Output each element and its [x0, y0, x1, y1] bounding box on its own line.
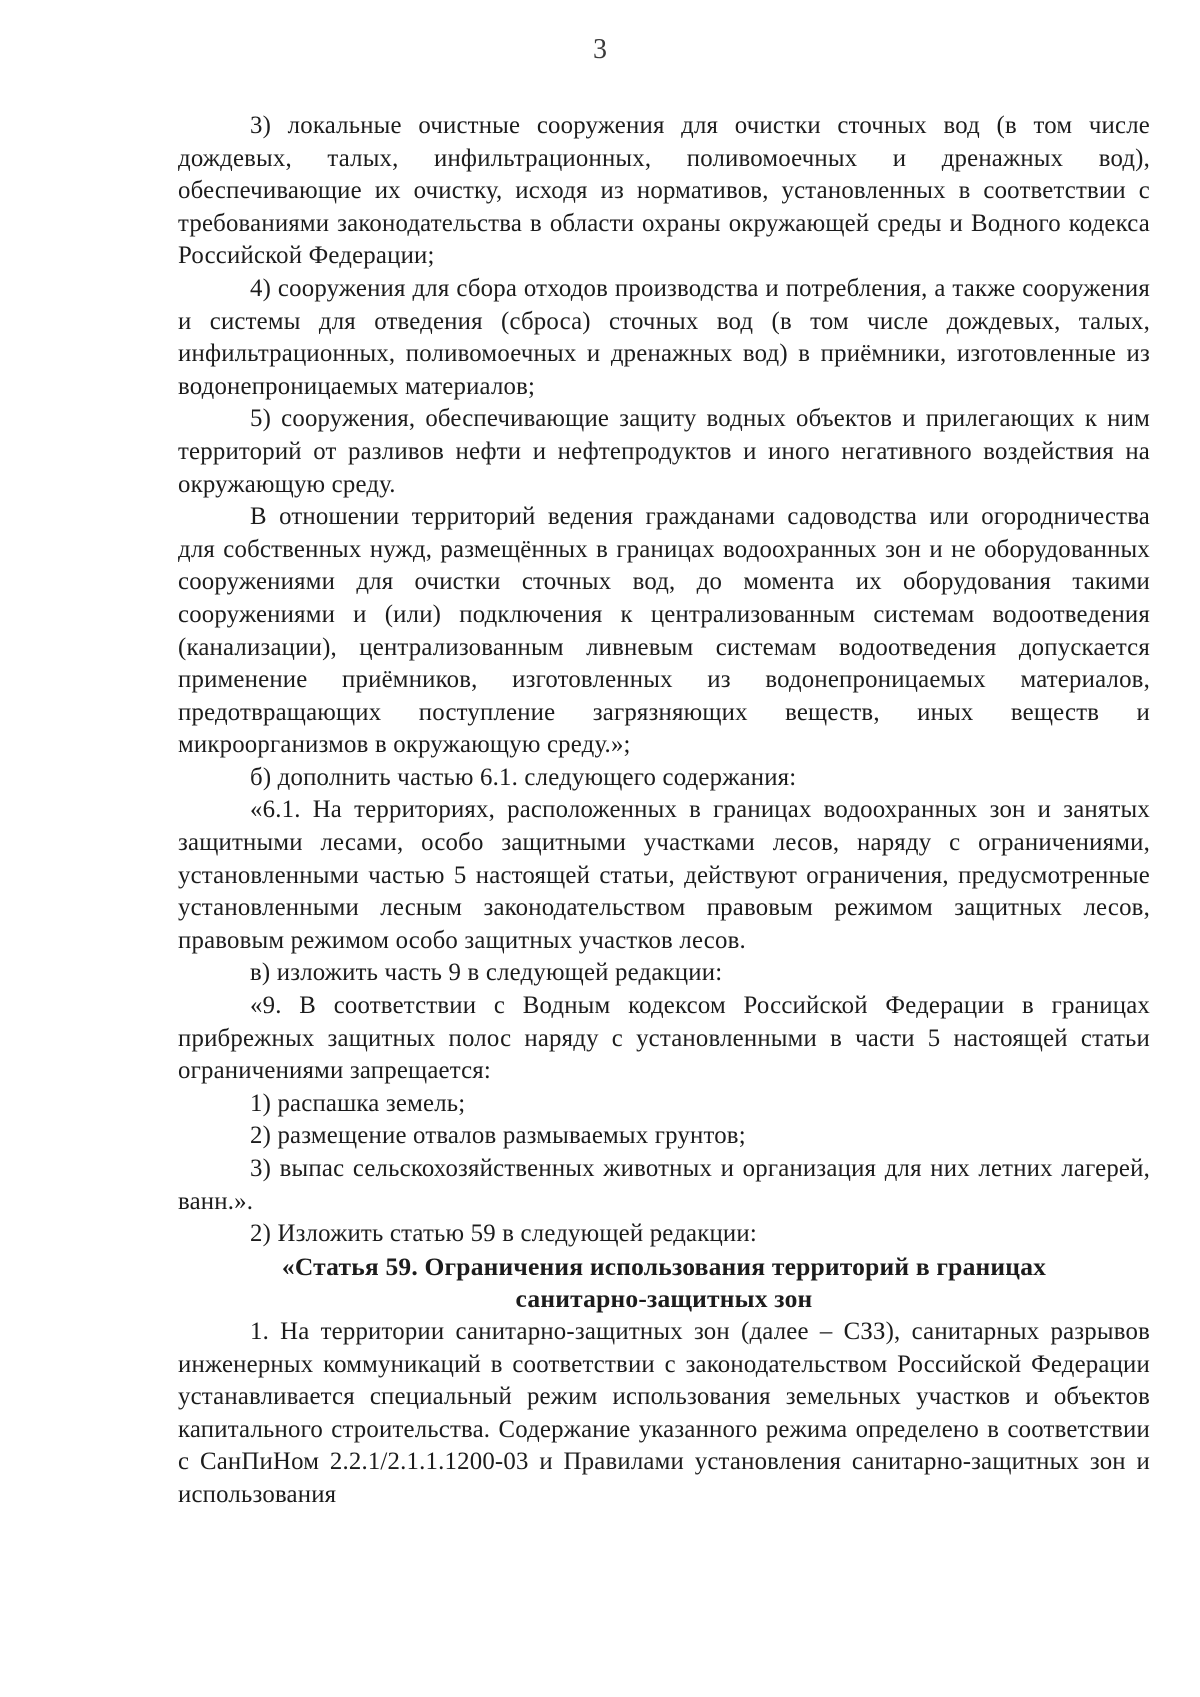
- paragraph-amendment-b: б) дополнить частью 6.1. следующего содержания:: [250, 763, 797, 791]
- paragraph-item-4: 4) сооружения для сбора отходов производства и потребления, а также сооружения и системы для отведения (сброса) сточных вод (в том числе дождевых, талых, инфильтрационных, поливомоечных и дренажных вод) в приёмники, изготовленные из водонепроницаемых материалов;: [178, 274, 1150, 400]
- paragraph-item-5: 5) сооружения, обеспечивающие защиту водных объектов и прилегающих к ним территорий от разливов нефти и нефтепродуктов и иного негативного воздействия на окружающую среду.: [178, 405, 1150, 498]
- paragraph-part-9: «9. В соответствии с Водным кодексом Российской Федерации в границах прибрежных защитных полос наряду с установленными в части 5 настоящей статьи ограничениями запрещается:: [178, 992, 1150, 1085]
- list-item-3: 3) выпас сельскохозяйственных животных и организация для них летних лагерей, ванн.».: [178, 1155, 1150, 1215]
- list-item-2: 2) размещение отвалов размываемых грунтов;: [250, 1122, 746, 1150]
- paragraph-article-59-intro: 2) Изложить статью 59 в следующей редакции:: [250, 1220, 757, 1248]
- document-body: [178, 110, 1150, 1512]
- paragraph-part-6-1: «6.1. На территориях, расположенных в границах водоохранных зон и занятых защитными лесами, особо защитными участками лесов, наряду с ограничениями, установленными частью 5 настоящей статьи, действуют ограничения, предусмотренные установленными лесным законодательством правовым режимом защитных лесов, правовым режимом особо защитных участков лесов.: [178, 796, 1150, 954]
- paragraph-szz-1: 1. На территории санитарно-защитных зон (далее – СЗЗ), санитарных разрывов инженерных коммуникаций в соответствии с законодательством Российской Федерации устанавливается специальный режим использования земельных участков и объектов капитального строительства. Содержание указанного режима определено в соответствии с СанПиНом 2.2.1/2.1.1.1200-03 и Правилами установления санитарно-защитных зон и использования: [178, 1317, 1150, 1508]
- article-heading: «Статья 59. Ограничения использования территорий в границах санитарно-защитных зон: [281, 1251, 1047, 1314]
- paragraph-gardening-territories: В отношении территорий ведения гражданами садоводства или огородничества для собственных нужд, размещённых в границах водоохранных зон и не оборудованных сооружениями для очистки сточных вод, до момента их оборудования такими сооружениями и (или) подключения к централизованным системам водоотведения (канализации), централизованным ливневым системам водоотведения допускается применение приёмников, изготовленных из водонепроницаемых материалов, предотвращающих поступление загрязняющих веществ, иных веществ и микроорганизмов в окружающую среду.»;: [178, 503, 1150, 759]
- list-item-1: 1) распашка земель;: [250, 1089, 466, 1117]
- paragraph-item-3: 3) локальные очистные сооружения для очистки сточных вод (в том числе дождевых, талых, инфильтрационных, поливомоечных и дренажных вод), обеспечивающие их очистку, исходя из нормативов, установленных в соответствии с требованиями законодательства в области охраны окружающей среды и Водного кодекса Российской Федерации;: [178, 112, 1150, 270]
- page-number: 3: [593, 34, 607, 65]
- paragraph-amendment-v: в) изложить часть 9 в следующей редакции:: [250, 959, 723, 987]
